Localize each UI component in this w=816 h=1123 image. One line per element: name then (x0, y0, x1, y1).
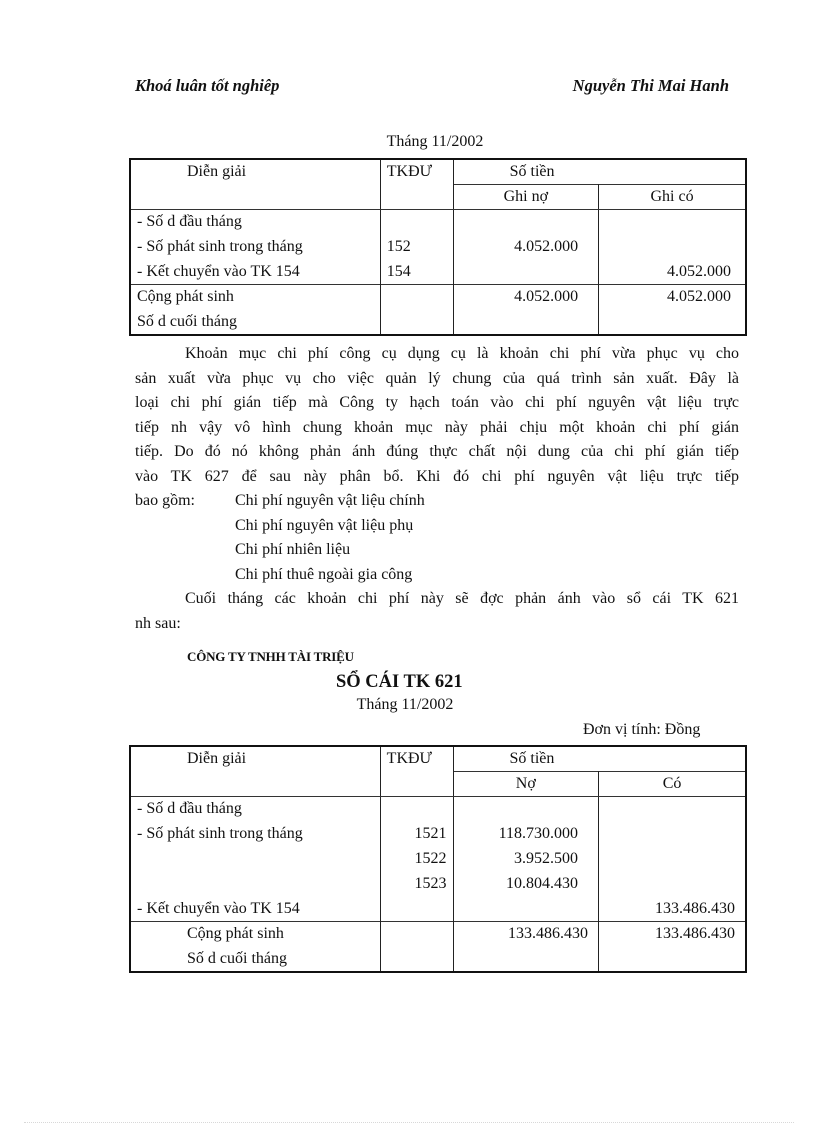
cost-list (135, 489, 739, 514)
ledger-table-1 (129, 158, 747, 336)
list-item: Chi phí nguyên vật liệu chính (235, 492, 425, 509)
table-header-row (130, 746, 746, 772)
header-account: TKĐƯ (380, 159, 453, 185)
table-row: - Số phát sinh trong tháng 152 4.052.000 (130, 235, 746, 260)
table1-caption: Tháng 11/2002 (386, 133, 484, 150)
header-credit: Có (599, 772, 746, 797)
table-subheader-row (130, 772, 746, 797)
header-description: Diễn giải (130, 159, 380, 185)
table-row: - Kết chuyển vào TK 154 133.486.430 (130, 897, 746, 922)
list-item: Chi phí nguyên vật liệu phụ (235, 516, 414, 534)
table-row: 1522 3.952.500 (130, 847, 746, 872)
body-paragraph: Khoản mục chi phí công cụ dụng cụ là khoản chi phí vừa phục vụ cho sản xuất vừa phục vụ cho việc quản lý chung của quá trình sản xuất. Đây là loại chi phí gián tiếp mà Công ty hạch toán vào chi phí nguyên vật liệu trực tiếp nh vậy vô hình chung khoản mục này phải chịu một khoản chi phí gián tiếp. Do đó nó không phản ánh đúng thực chất nội dung của chi phí gián tiếp vào TK 627 để sau này phân bổ. Khi đó chi phí nguyên vật liệu trực tiếp bao gồm: Chi phí nguyên vật liệu chính Chi phí nguyên vật liệu phụ Chi phí nhiên liệu Chi phí thuê ngoài gia công Cuối tháng các khoản chi phí này sẽ đợc phản ánh vào sổ cái TK 621 nh sau: (135, 345, 739, 632)
table-row: - Số d đầu tháng (130, 210, 746, 235)
header-amount: Số tiền (453, 746, 746, 772)
currency-unit: Đơn vị tính: Đồng (583, 721, 701, 738)
list-item: Chi phí thuê ngoài gia công (235, 565, 413, 583)
header-credit: Ghi có (599, 185, 746, 210)
closing-balance-row: Số d cuối tháng (130, 947, 746, 972)
ledger-title: SỔ CÁI TK 621 (336, 672, 463, 692)
header-debit: Ghi nợ (453, 185, 598, 210)
header-amount: Số tiền (453, 159, 746, 185)
ledger-table-2 (129, 745, 747, 973)
table-row: - Kết chuyển vào TK 154 154 4.052.000 (130, 260, 746, 285)
totals-row: Cộng phát sinh 133.486.430 133.486.430 (130, 922, 746, 947)
table-row: - Số phát sinh trong tháng 1521 118.730.000 (130, 822, 746, 847)
company-name: CÔNG TY TNHH TÀI TRIỆU (187, 649, 354, 664)
list-lead: bao gồm: (135, 492, 195, 509)
table-row: - Số d đầu tháng (130, 797, 746, 822)
table-header-row (130, 159, 746, 185)
ledger-period: Tháng 11/2002 (356, 696, 454, 713)
closing-balance-row: Số d cuối tháng (130, 310, 746, 335)
author-name: Nguyễn Thi Mai Hanh (572, 76, 729, 95)
header-debit: Nợ (453, 772, 599, 797)
totals-row: Cộng phát sinh 4.052.000 4.052.000 (130, 285, 746, 310)
header-description: Diễn giải (130, 746, 380, 772)
thesis-title: Khoá luân tốt nghiêp (135, 76, 280, 95)
header-account: TKĐƯ (380, 746, 453, 772)
table-row: 1523 10.804.430 (130, 872, 746, 897)
page-header (135, 76, 729, 96)
table-subheader-row (130, 185, 746, 210)
list-item: Chi phí nhiên liệu (235, 541, 351, 558)
